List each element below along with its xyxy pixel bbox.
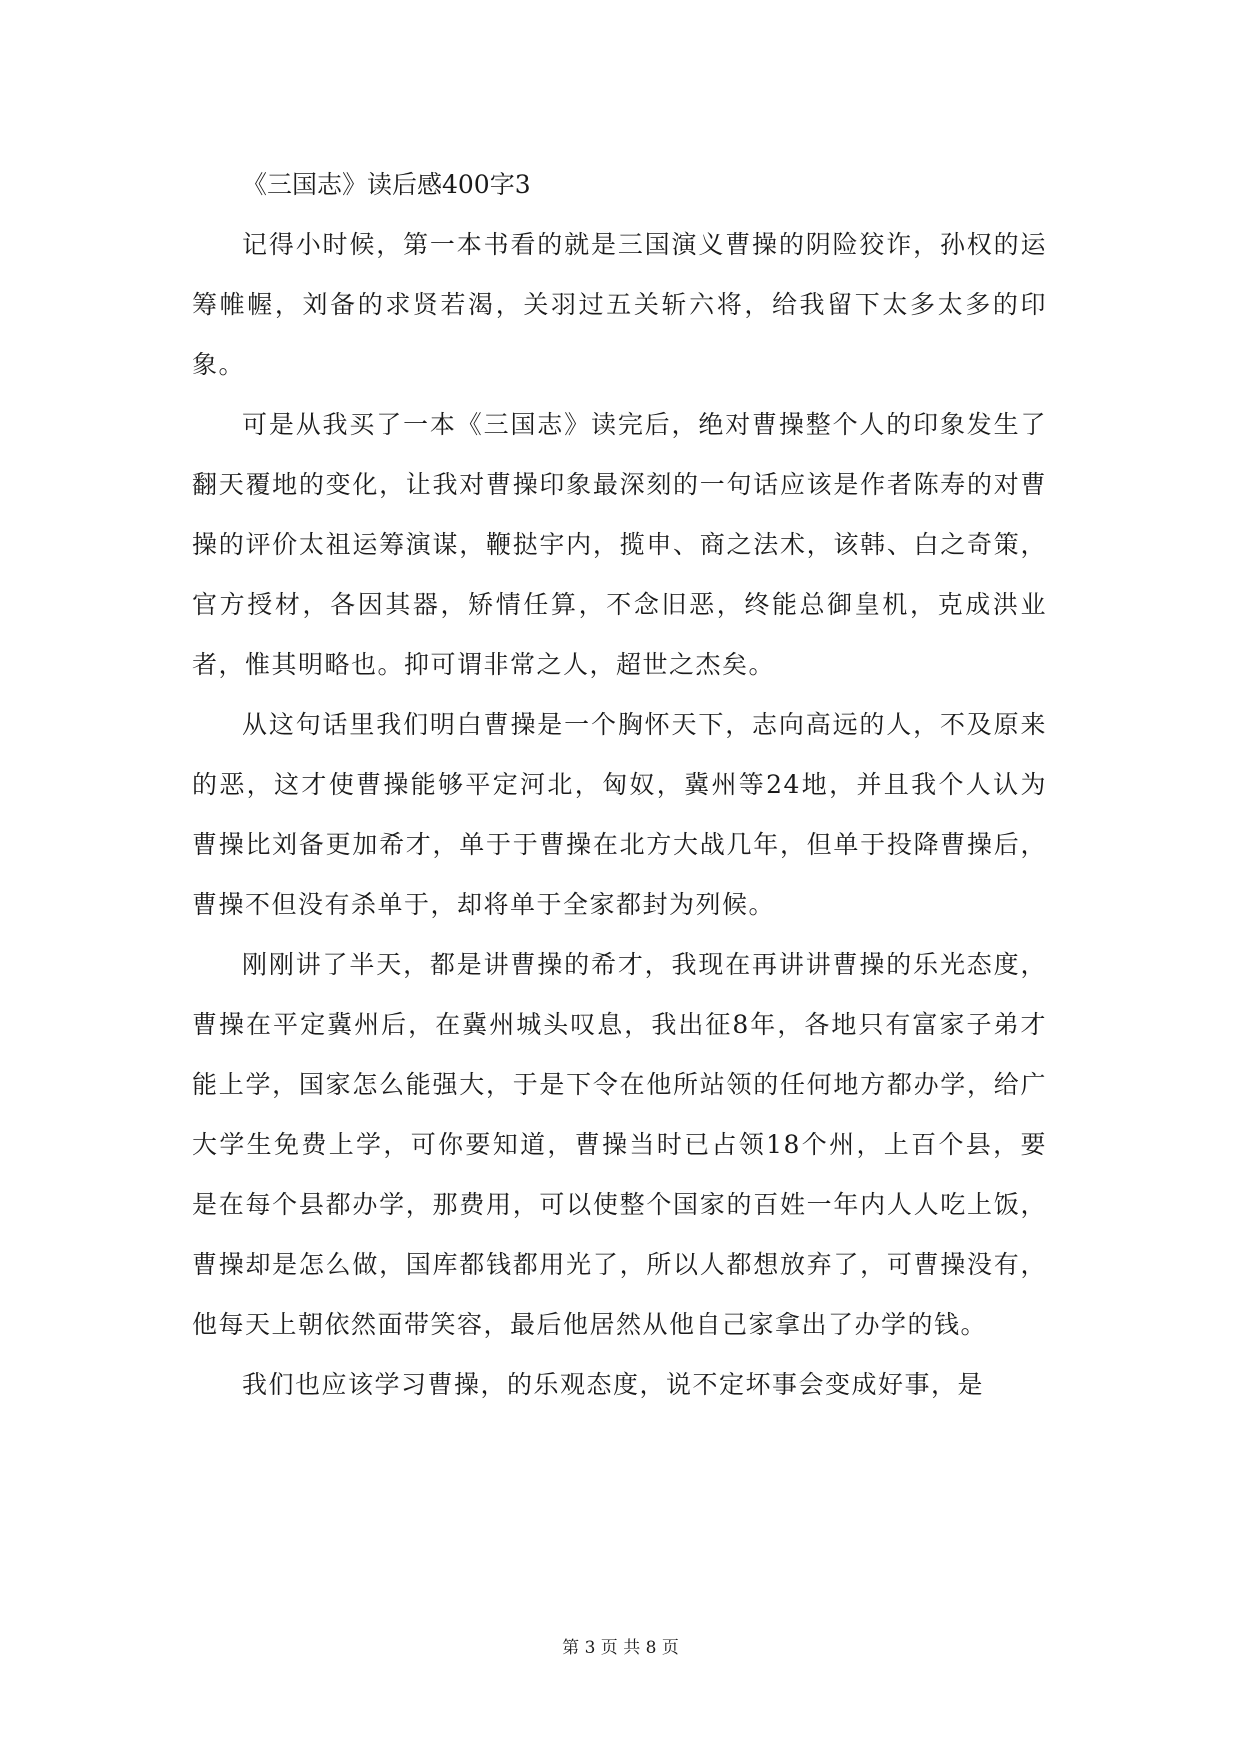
- paragraph-5: 我们也应该学习曹操，的乐观态度，说不定坏事会变成好事，是: [242, 1370, 985, 1399]
- paragraph-4: 刚刚讲了半天，都是讲曹操的希才，我现在再讲讲曹操的乐光态度，曹操在平定冀州后，在冀州城头叹息，我出征8年，各地只有富家子弟才能上学，国家怎么能强大，于是下令在他所站领的任何地方都办学，给广大学生免费上学，可你要知道，曹操当时已占领18个州，上百个县，要是在每个县都办学，那费用，可以使整个国家的百姓一年内人人吃上饭，曹操却是怎么做，国库都钱都用光了，所以人都想放弃了，可曹操没有，他每天上朝依然面带笑容，最后他居然从他自己家拿出了办学的钱。: [192, 950, 1047, 1339]
- paragraph-2: 可是从我买了一本《三国志》读完后，绝对曹操整个人的印象发生了翻天覆地的变化，让我对曹操印象最深刻的一句话应该是作者陈寿的对曹操的评价太祖运筹演谋，鞭挞宇内，揽申、商之法术，该韩、白之奇策，官方授材，各因其器，矫情任算，不念旧恶，终能总御皇机，克成洪业者，惟其明略也。抑可谓非常之人，超世之杰矣。: [192, 410, 1047, 679]
- document-title: 《三国志》读后感400字3: [242, 170, 531, 199]
- paragraph-1: 记得小时候，第一本书看的就是三国演义曹操的阴险狡诈，孙权的运筹帷幄，刘备的求贤若渴，关羽过五关斩六将，给我留下太多太多的印象。: [192, 230, 1047, 379]
- document-body: [192, 155, 1047, 1415]
- page-number-footer: 第 3 页 共 8 页: [562, 1638, 679, 1658]
- paragraph-3: 从这句话里我们明白曹操是一个胸怀天下，志向高远的人，不及原来的恶，这才使曹操能够平定河北，匈奴，冀州等24地，并且我个人认为曹操比刘备更加希才，单于于曹操在北方大战几年，但单于投降曹操后，曹操不但没有杀单于，却将单于全家都封为列候。: [192, 710, 1047, 919]
